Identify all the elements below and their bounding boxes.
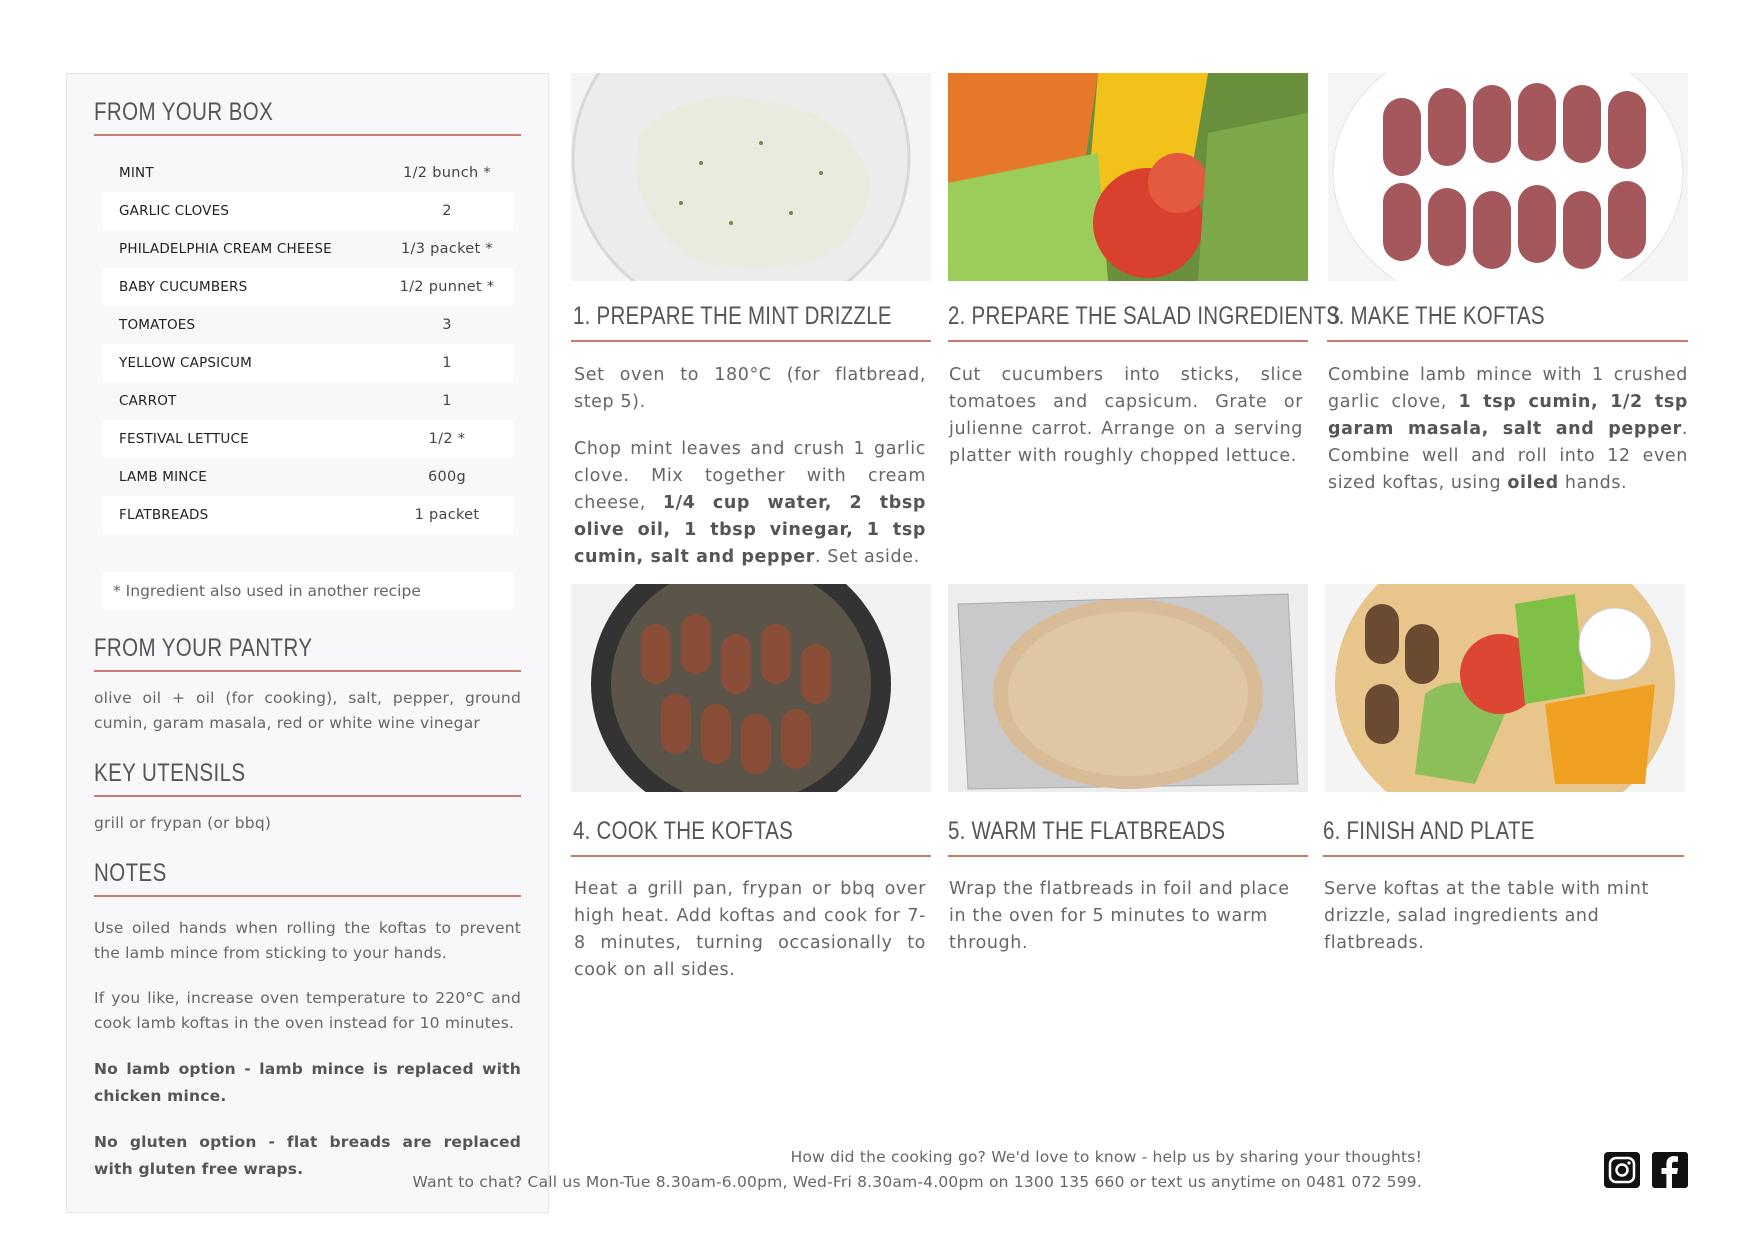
ingredient-row <box>103 496 513 534</box>
step-1-title: 1. PREPARE THE MINT DRIZZLE <box>573 302 892 330</box>
ingredient-row <box>103 458 513 496</box>
step-4-rule <box>571 855 931 857</box>
salad-ingredients-photo <box>948 73 1308 281</box>
step-5-rule <box>948 855 1308 857</box>
ingredient-row <box>103 154 513 192</box>
ingredient-name: FLATBREADS <box>119 507 209 523</box>
step-2-rule <box>948 340 1308 342</box>
ingredient-qty: 1/2 bunch * <box>403 165 491 181</box>
ingredient-row <box>103 344 513 382</box>
step-6-rule <box>1323 855 1684 857</box>
pantry-section-rule <box>94 670 521 672</box>
utensils-section-title: KEY UTENSILS <box>94 759 246 787</box>
step-5-text <box>949 876 1301 977</box>
ingredient-name: GARLIC CLOVES <box>119 203 230 219</box>
step-1-paragraph: Set oven to 180°C (for flatbread, step 5). <box>574 365 926 412</box>
ingredient-name: TOMATOES <box>119 317 196 333</box>
step-3-text <box>1328 362 1688 517</box>
note-oiled-hands: Use oiled hands when rolling the koftas to prevent the lamb mince from sticking to your hands. <box>94 919 521 962</box>
step-6-paragraph: Serve koftas at the table with mint drizzle, salad ingredients and flatbreads. <box>1324 879 1649 953</box>
ingredient-name: YELLOW CAPSICUM <box>119 355 252 371</box>
ingredient-row <box>103 420 513 458</box>
ingredient-name: LAMB MINCE <box>119 469 207 485</box>
ingredient-qty: 1 <box>442 355 452 371</box>
step-1-rule <box>571 340 931 342</box>
sidebar-panel <box>66 73 549 1213</box>
ingredient-qty: 1/3 packet * <box>401 241 493 257</box>
feedback-text: How did the cooking go? We'd love to know - help us by sharing your thoughts! <box>790 1148 1422 1166</box>
ingredient-name: PHILADELPHIA CREAM CHEESE <box>119 241 332 257</box>
ingredient-qty: 1/2 * <box>428 431 466 447</box>
finished-plate-photo <box>1325 584 1685 792</box>
note-no-gluten: No gluten option - flat breads are replaced with gluten free wraps. <box>94 1133 521 1178</box>
note-no-lamb: No lamb option - lamb mince is replaced with chicken mince. <box>94 1060 521 1105</box>
pantry-text: olive oil + oil (for cooking), salt, pepper, ground cumin, garam masala, red or white wine vinegar <box>94 689 521 732</box>
ingredient-row <box>103 230 513 268</box>
step-3-rule <box>1327 340 1688 342</box>
ingredient-name: CARROT <box>119 393 177 409</box>
flatbreads-foil-photo <box>948 584 1308 792</box>
ingredient-name: BABY CUCUMBERS <box>119 279 248 295</box>
box-section-rule <box>94 134 521 136</box>
step-2-text <box>949 362 1303 490</box>
ingredient-qty: 1/2 punnet * <box>399 279 495 295</box>
ingredient-footnote: * Ingredient also used in another recipe <box>103 572 513 610</box>
notes-section-rule <box>94 895 521 897</box>
step-5-paragraph: Wrap the flatbreads in foil and place in the oven for 5 minutes to warm through. <box>949 879 1290 953</box>
facebook-icon[interactable] <box>1652 1152 1688 1188</box>
step-6-text <box>1324 876 1686 977</box>
ingredient-row <box>103 382 513 420</box>
step-2-title: 2. PREPARE THE SALAD INGREDIENTS <box>948 302 1341 330</box>
ingredient-row <box>103 268 513 306</box>
box-section-title: FROM YOUR BOX <box>94 98 274 126</box>
step-3-title: 3. MAKE THE KOFTAS <box>1327 302 1545 330</box>
ingredient-qty: 2 <box>442 203 452 219</box>
contact-text: Want to chat? Call us Mon-Tue 8.30am-6.00pm, Wed-Fri 8.30am-4.00pm on 1300 135 660 or text us anytime on 0481 072 599. <box>412 1173 1422 1191</box>
cooking-koftas-photo <box>571 584 931 792</box>
step-1-paragraph: Chop mint leaves and crush 1 garlic clove. Mix together with cream cheese, 1/4 cup water, 2 tbsp olive oil, 1 tbsp vinegar, 1 tsp cumin, salt and pepper. Set aside. <box>574 439 926 567</box>
step-4-title: 4. COOK THE KOFTAS <box>573 817 794 845</box>
ingredient-name: FESTIVAL LETTUCE <box>119 431 249 447</box>
ingredient-qty: 600g <box>427 469 467 485</box>
ingredient-row <box>103 306 513 344</box>
utensils-text: grill or frypan (or bbq) <box>94 814 272 832</box>
step-3-paragraph: Combine lamb mince with 1 crushed garlic clove, 1 tsp cumin, 1/2 tsp garam masala, salt and pepper. Combine well and roll into 12 even sized koftas, using oiled hands. <box>1328 365 1688 493</box>
ingredient-qty: 1 <box>442 393 452 409</box>
ingredient-name: MINT <box>119 165 154 181</box>
step-1-text <box>574 362 926 591</box>
step-6-title: 6. FINISH AND PLATE <box>1323 817 1535 845</box>
step-4-text <box>574 876 926 1004</box>
notes-section-title: NOTES <box>94 859 167 887</box>
ingredient-qty: 3 <box>442 317 452 333</box>
note-oven-option: If you like, increase oven temperature to 220°C and cook lamb koftas in the oven instead for 10 minutes. <box>94 989 521 1032</box>
step-4-paragraph: Heat a grill pan, frypan or bbq over high heat. Add koftas and cook for 7-8 minutes, turning occasionally to cook on all sides. <box>574 879 926 980</box>
ingredient-table <box>103 154 513 534</box>
step-5-title: 5. WARM THE FLATBREADS <box>948 817 1226 845</box>
step-2-paragraph: Cut cucumbers into sticks, slice tomatoes and capsicum. Grate or julienne carrot. Arrange on a serving platter with roughly chopped lettuce. <box>949 365 1303 466</box>
ingredient-qty: 1 packet <box>414 507 480 523</box>
koftas-raw-photo <box>1328 73 1688 281</box>
instagram-icon[interactable] <box>1604 1152 1640 1188</box>
ingredient-row <box>103 192 513 230</box>
utensils-section-rule <box>94 795 521 797</box>
mint-drizzle-photo <box>571 73 931 281</box>
pantry-section-title: FROM YOUR PANTRY <box>94 634 313 662</box>
